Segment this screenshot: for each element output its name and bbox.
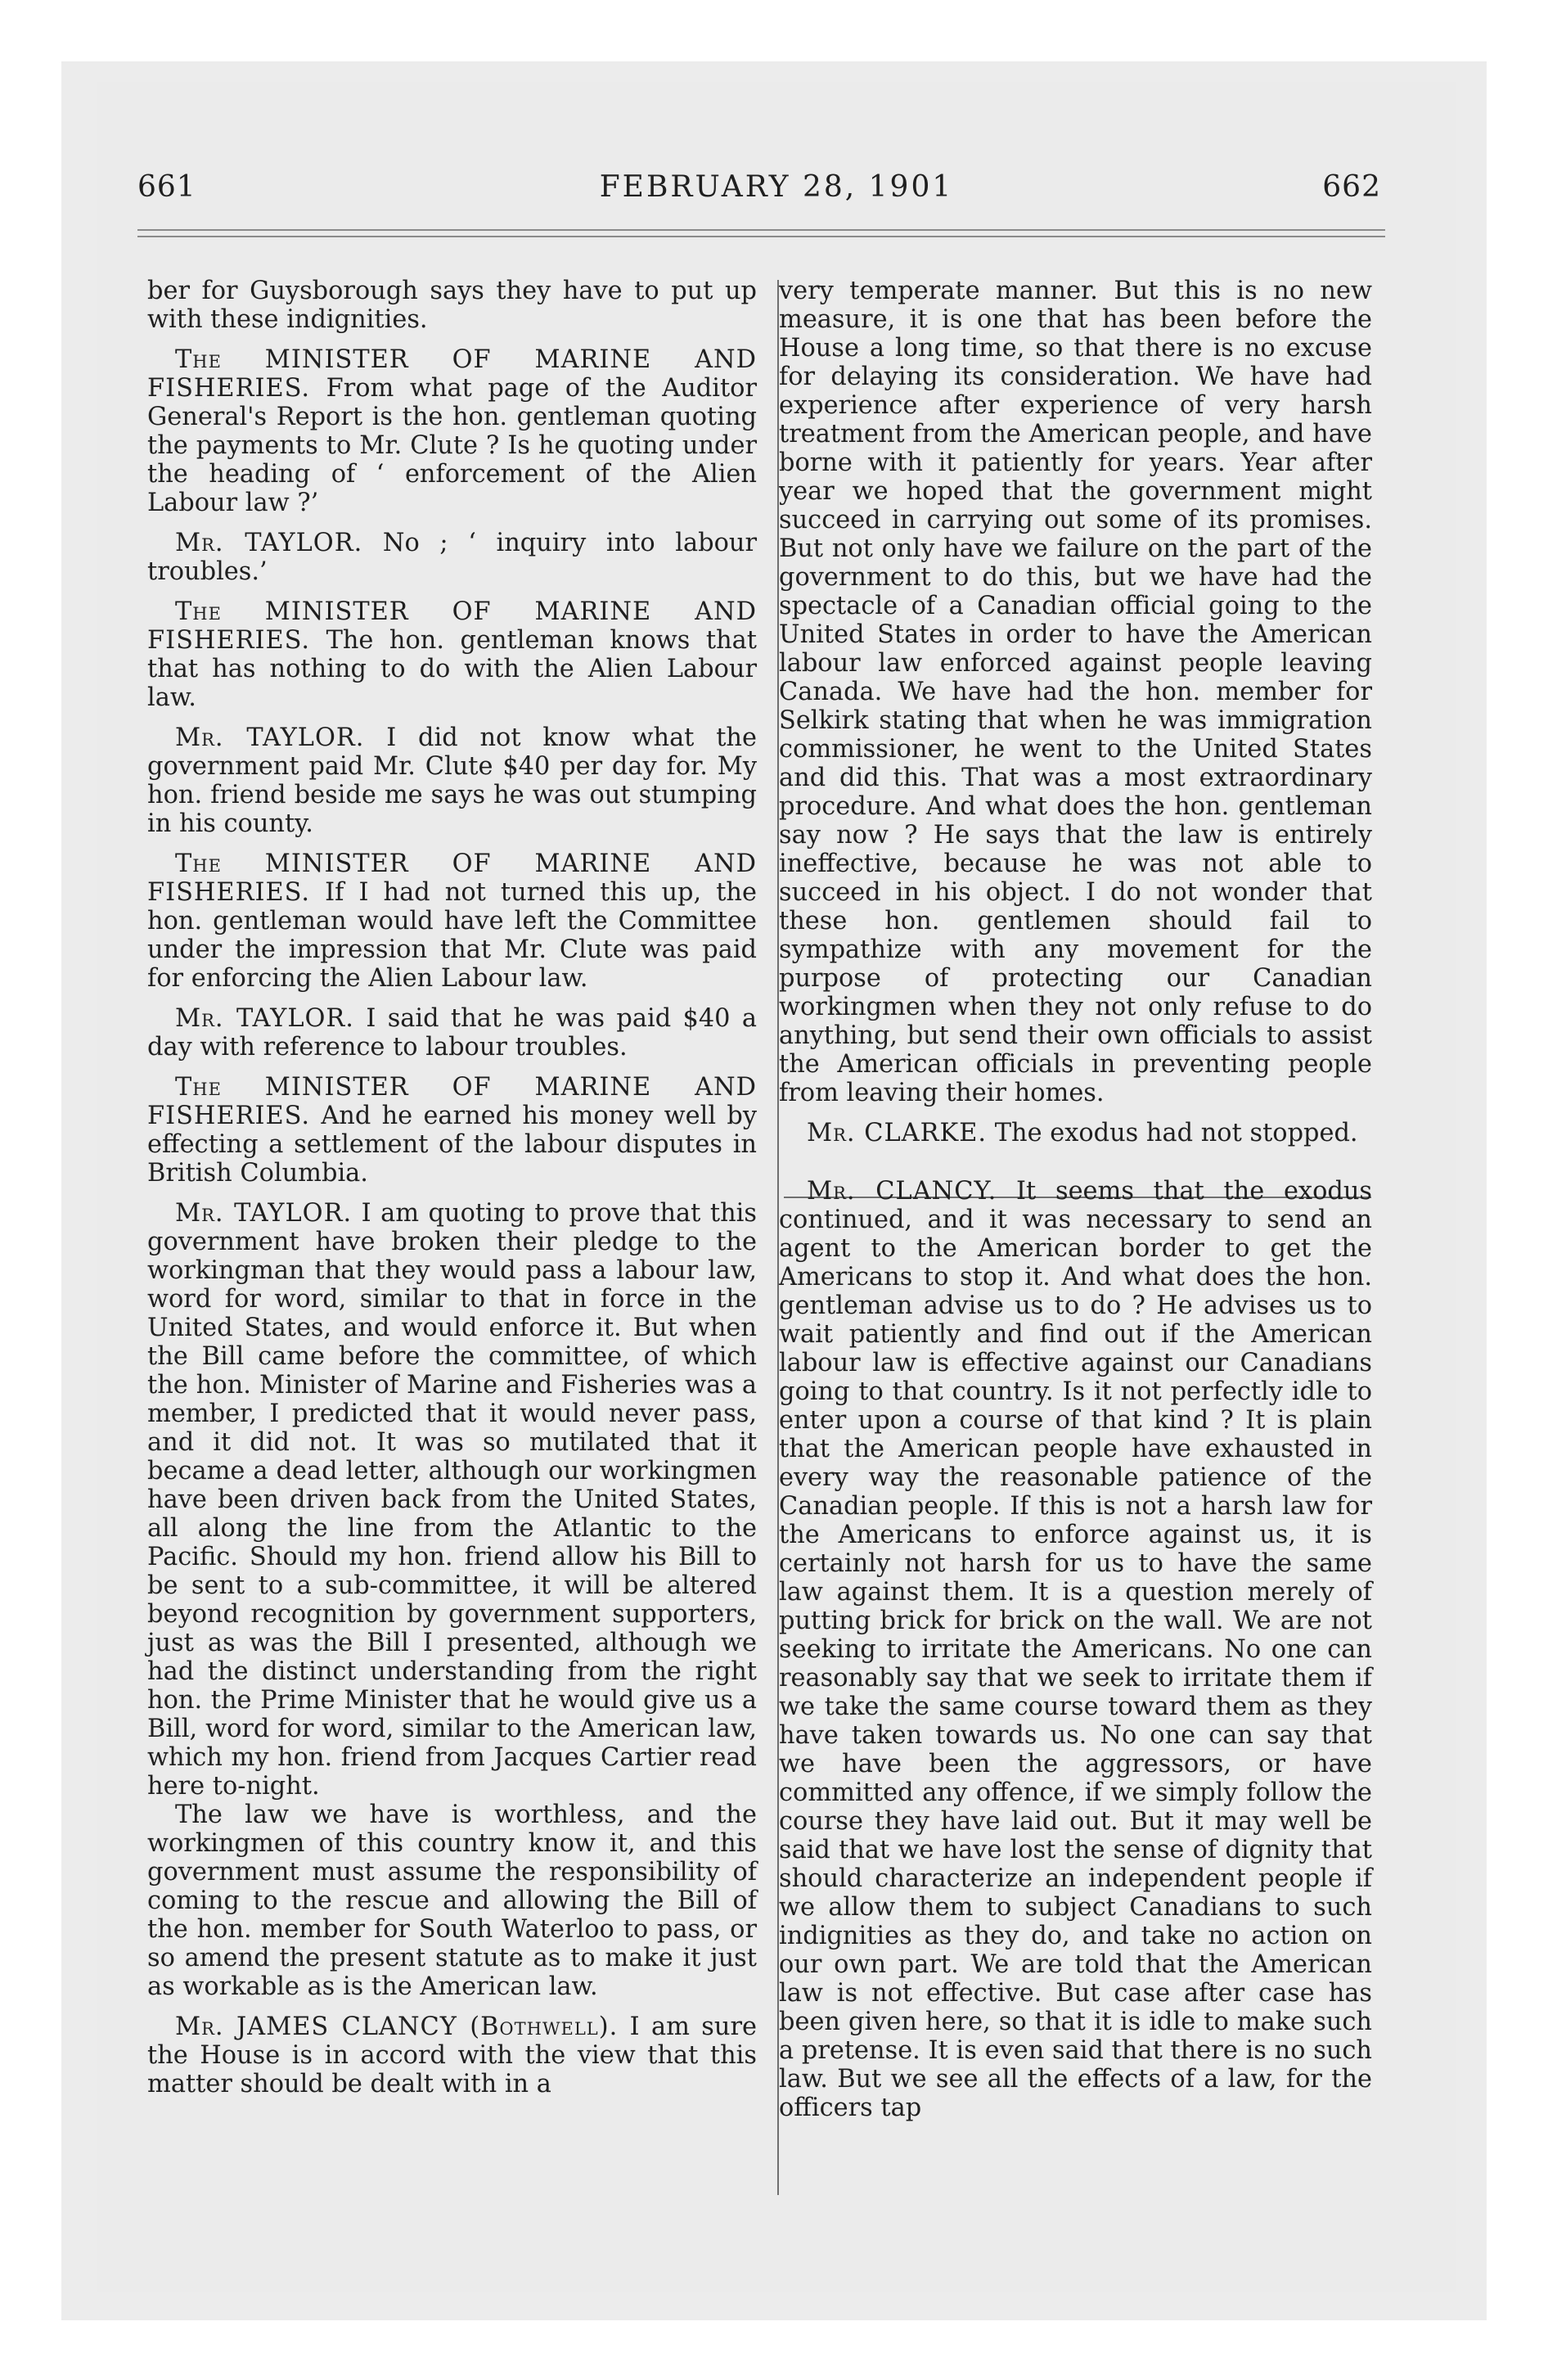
right-column (779, 277, 1372, 2134)
speaker-name: The MINISTER OF MARINE AND FISHERIES. (147, 850, 757, 907)
paragraph (147, 723, 757, 838)
paragraph (147, 1004, 757, 1062)
paragraph-text: I am quoting to prove that this government have broken their pledge to the workingman that they would pass a labour law, word for word, similar to that in force in the United States, and would enforce it. But when the Bill came before the committee, of which the hon. Minister of Marine and Fisheries was a member, I predicted that it would never pass, and it did not. It was so mutilated that it became a dead letter, although our workingmen have been driven back from the United States, all along the line from the Atlantic to the Pacific. Should my hon. friend allow his Bill to be sent to a sub-committee, it will be altered beyond recognition by government supporters, just as was the Bill I presented, although we had the distinct understanding from the right hon. the Prime Minister that he would give us a Bill, word for word, similar to the American law, which my hon. friend from Jacques Cartier read here to-night. (147, 1199, 757, 1801)
speaker-name: Mr. JAMES CLANCY (Bothwell). (175, 2013, 619, 2041)
paragraph (147, 1801, 757, 2001)
speaker-name: Mr. TAYLOR. (175, 1199, 353, 1228)
paragraph (779, 277, 1372, 1107)
left-column (147, 277, 757, 2110)
header-rule-top (137, 229, 1385, 231)
page-date: FEBRUARY 28, 1901 (599, 170, 954, 204)
paragraph (147, 850, 757, 993)
paragraph-text: If I had not turned this up, the hon. gentleman would have left the Committee under the impression that Mr. Clute was paid for enforcing the Alien Labour law. (147, 878, 757, 993)
paragraph-text: The hon. gentleman knows that that has nothing to do with the Alien Labour law. (147, 626, 757, 712)
paragraph-text: The exodus had not stopped. (994, 1119, 1358, 1147)
right-page-number: 662 (1322, 170, 1381, 204)
paragraph-text: I said that he was paid $40 a day with reference to labour troubles. (147, 1004, 757, 1062)
page-header (97, 82, 1456, 213)
paragraph-text: And he earned his money well by effecting a settlement of the labour disputes in British Columbia. (147, 1102, 757, 1188)
paragraph (147, 345, 757, 517)
speaker-name: Mr. CLARKE. (807, 1119, 988, 1147)
paragraph-text: No ; ‘ inquiry into labour troubles.’ (147, 529, 757, 586)
paragraph (147, 529, 757, 586)
speaker-name: The MINISTER OF MARINE AND FISHERIES. (147, 597, 757, 655)
paragraph-text: From what page of the Auditor General's Report is the hon. gentleman quoting the payments to Mr. Clute ? Is he quoting under the heading of ‘ enforcement of the Alien Labour law ?’ (147, 374, 757, 517)
paragraph (147, 2013, 757, 2098)
paragraph-text: It seems that the exodus continued, and it was necessary to send an agent to the American border to get the Americans to stop it. And what does the hon. gentleman advise us to do ? He advises us to wait patiently and find out if the American labour law is effective against our Canadians going to that country. Is it not perfectly idle to enter upon a course of that kind ? It is plain that the American people have exhausted in every way the reasonable patience of the Canadian people. If this is not a harsh law for the Americans to enforce against us, it is certainly not harsh for us to have the same law against them. It is a question merely of putting brick for brick on the wall. We are not seeking to irritate the Americans. No one can reasonably say that we seek to irritate them if we take the same course toward them as they have taken towards us. No one can say that we have been the aggressors, or have committed any offence, if we simply follow the course they have laid out. But it may well be said that we have lost the sense of dignity that should characterize an independent people if we allow them to subject Canadians to such indignities as they do, and take no action on our own part. We are told that the American law is not effective. But case after case has been given here, so that it is idle to make such a pretense. It is even said that there is no such law. But we see all the effects of a law, for the officers tap (779, 1177, 1372, 2122)
paragraph-text: I did not know what the government paid Mr. Clute $40 per day for. My hon. friend beside me says he was out stumping in his county. (147, 723, 757, 838)
speaker-name: The MINISTER OF MARINE AND FISHERIES. (147, 345, 757, 403)
speaker-name: Mr. TAYLOR. (175, 529, 363, 557)
paragraph (147, 597, 757, 712)
paragraph-text: I am sure the House is in accord with the view that this matter should be dealt with in a (147, 2013, 757, 2098)
paragraph-text: ber for Guysborough says they have to put up with these indignities. (147, 277, 757, 334)
paragraph (779, 1119, 1372, 1147)
paragraph (147, 1073, 757, 1188)
header-rule-bottom (137, 236, 1385, 237)
speaker-name: The MINISTER OF MARINE AND FISHERIES. (147, 1073, 757, 1130)
paragraph (147, 1199, 757, 1801)
paragraph (147, 277, 757, 334)
speaker-name: Mr. TAYLOR. (175, 1004, 354, 1033)
left-page-number: 661 (137, 170, 196, 204)
speaker-name: Mr. CLANCY. (807, 1177, 997, 1206)
paragraph-text: very temperate manner. But this is no new measure, it is one that has been before the House a long time, so that there is no excuse for delaying its consideration. We have had experience after experience of very harsh treatment from the American people, and have borne with it patiently for years. Year after year we hoped that the government might succeed in carrying out some of its promises. But not only have we failure on the part of the government to do this, but we have had the spectacle of a Canadian official going to the United States in order to have the American labour law enforced against people leaving Canada. We have had the hon. member for Selkirk stating that when he was immigration commissioner, he went to the United States and did this. That was a most extraordinary procedure. And what does the hon. gentleman say now ? He says that the law is entirely ineffective, because he was not able to succeed in his object. I do not wonder that these hon. gentlemen should fail to sympathize with any movement for the purpose of protecting our Canadian workingmen when they not only refuse to do anything, but send their own officials to assist the American officials in preventing people from leaving their homes. (779, 277, 1372, 1107)
hansard-page (97, 82, 1456, 2292)
speaker-name: Mr. TAYLOR. (175, 723, 365, 752)
paragraph-text: The law we have is worthless, and the workingmen of this country know it, and this government must assume the responsibility of coming to the rescue and allowing the Bill of the hon. member for South Waterloo to pass, or so amend the present statute as to make it just as workable as is the American law. (147, 1801, 757, 2001)
paragraph (779, 1177, 1372, 2122)
